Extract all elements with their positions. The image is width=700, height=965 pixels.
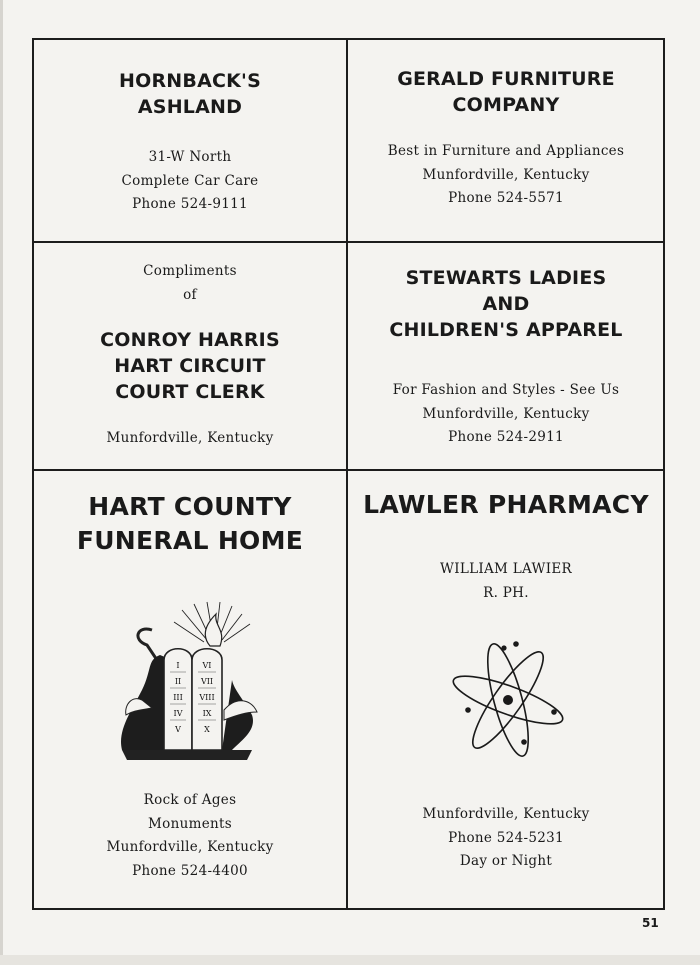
ad-detail-line: Munfordville, Kentucky bbox=[106, 839, 274, 855]
ad-stewarts-apparel bbox=[348, 265, 664, 450]
ad-detail-line: Rock of Ages bbox=[143, 792, 237, 808]
ad-title-line: HORNBACK'S bbox=[119, 70, 261, 92]
tablet-numeral: IV bbox=[173, 709, 183, 718]
ad-title-line: ASHLAND bbox=[137, 96, 243, 118]
tablet-numeral: IX bbox=[202, 709, 212, 718]
ad-funeral-details bbox=[34, 789, 346, 883]
ad-title-line: AND bbox=[482, 293, 530, 315]
ad-title-line: COMPANY bbox=[452, 94, 560, 116]
ad-detail-line: For Fashion and Styles - See Us bbox=[392, 382, 620, 398]
ad-lawler-details bbox=[348, 803, 664, 874]
ad-detail-line: Phone 524-2911 bbox=[448, 429, 564, 445]
ad-intro-line: Compliments bbox=[143, 263, 237, 279]
ad-detail-line: Phone 524-4400 bbox=[132, 862, 248, 879]
ad-detail-line: Complete Car Care bbox=[121, 172, 259, 189]
tablet-numeral: VII bbox=[200, 677, 214, 686]
ad-title-line: COURT CLERK bbox=[115, 381, 265, 403]
grid-divider-row1 bbox=[32, 241, 665, 243]
ad-title-line: STEWARTS LADIES bbox=[405, 267, 607, 289]
ad-title-line: GERALD FURNITURE bbox=[397, 68, 615, 90]
grid-divider-row2 bbox=[32, 469, 665, 471]
ad-detail-line: Monuments bbox=[148, 815, 232, 832]
atom-icon bbox=[446, 632, 570, 762]
tablet-numeral: VI bbox=[202, 661, 212, 670]
page-left-edge bbox=[0, 0, 3, 965]
ad-title-line: CONROY HARRIS bbox=[100, 329, 280, 351]
ad-detail-line: Best in Furniture and Appliances bbox=[387, 143, 625, 159]
tablet-numeral: III bbox=[173, 693, 183, 702]
page-number: 51 bbox=[642, 916, 659, 930]
tablet-numeral: VIII bbox=[199, 693, 215, 702]
tablet-numeral: I bbox=[176, 661, 180, 670]
ad-detail-line: 31-W North bbox=[148, 149, 232, 165]
ad-proprietor-line: R. PH. bbox=[483, 584, 529, 601]
tablet-numeral: II bbox=[174, 677, 182, 686]
ad-lawler-pharmacy bbox=[348, 488, 664, 605]
tablets-of-law-illustration bbox=[112, 600, 262, 770]
ad-hornback bbox=[34, 68, 346, 217]
page-bottom-edge bbox=[0, 955, 700, 965]
ad-detail-line: Phone 524-9111 bbox=[132, 196, 248, 212]
ad-detail-line: Phone 524-5571 bbox=[448, 190, 564, 206]
ad-detail-line: Day or Night bbox=[459, 853, 553, 869]
tablet-numeral: X bbox=[204, 725, 210, 734]
ad-proprietor-line: WILLIAM LAWIER bbox=[440, 561, 572, 577]
ad-title-line: FUNERAL HOME bbox=[76, 526, 304, 555]
ad-conroy-harris bbox=[34, 260, 346, 451]
ad-detail-line: Munfordville, Kentucky bbox=[422, 405, 590, 422]
ad-detail-line: Munfordville, Kentucky bbox=[106, 430, 274, 446]
ad-detail-line: Munfordville, Kentucky bbox=[422, 166, 590, 183]
ad-gerald-furniture bbox=[348, 66, 664, 211]
ad-intro-line: of bbox=[183, 286, 197, 303]
ad-title-line: CHILDREN'S APPAREL bbox=[389, 319, 623, 341]
ad-funeral-home bbox=[34, 490, 346, 558]
ad-detail-line: Phone 524-5231 bbox=[448, 829, 564, 846]
ad-title-line: HART COUNTY bbox=[88, 492, 292, 521]
ad-title-line: HART CIRCUIT bbox=[114, 355, 266, 377]
ad-title-line: LAWLER PHARMACY bbox=[363, 490, 649, 519]
ad-detail-line: Munfordville, Kentucky bbox=[422, 806, 590, 822]
tablet-numeral: V bbox=[175, 725, 181, 734]
